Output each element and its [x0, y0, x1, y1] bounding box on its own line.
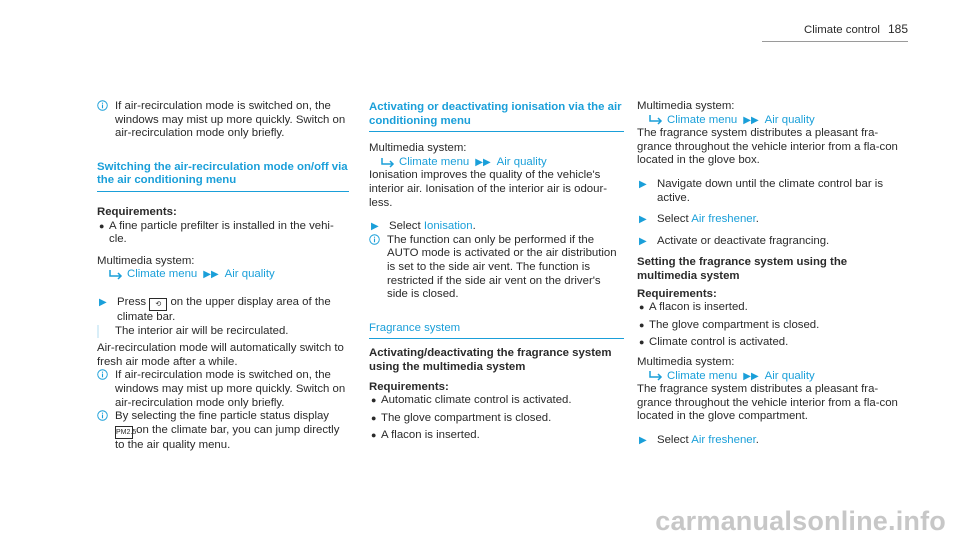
header-divider [762, 41, 908, 42]
ionisation-link[interactable]: Ionisation [423, 220, 473, 233]
instruction-step: ▶ Navigate down until the climate control bar is active. [639, 177, 884, 204]
menu-arrow-icon [109, 270, 123, 280]
path-climate-menu: Climate menu [667, 369, 738, 382]
path-air-quality: Air quality [224, 268, 275, 281]
bullet-icon: ● [639, 302, 645, 313]
requirements-label: Requirements: [637, 287, 717, 300]
list-item: ● Automatic climate control is activated. [371, 394, 572, 407]
air-freshener-link[interactable]: Air freshener [691, 433, 756, 446]
info-icon [97, 410, 115, 425]
subheading: Setting the fragrance system using the multimedia system [637, 256, 848, 282]
bullet-icon: ● [99, 220, 105, 231]
double-chevron-icon: ▶▶ [743, 114, 759, 126]
menu-arrow-icon [381, 158, 395, 168]
step-arrow-icon: ▶ [371, 221, 379, 233]
step-arrow-icon: ▶ [639, 214, 647, 226]
page-number: 185 [887, 22, 908, 36]
note-block [97, 369, 349, 410]
note-block: By selecting the fine particle status display PM2.5 on the climate bar, you can jump directly to the air quality menu. [97, 410, 349, 452]
section-heading: Activating or deactivating ionisation via the air conditioning menu [369, 101, 622, 127]
column-3 [637, 100, 908, 447]
path-air-quality: Air quality [764, 369, 815, 382]
double-chevron-icon: ▶▶ [475, 156, 491, 168]
menu-arrow-icon [649, 371, 663, 381]
column-2 [369, 101, 624, 443]
instruction-step: ▶ Press ⟲ on the upper display area of the climate bar. [99, 295, 331, 323]
list-item: ● A flacon is inserted. [639, 301, 748, 314]
note-block [97, 100, 349, 141]
menu-path [637, 114, 908, 128]
note-text: If air-recirculation mode is switched on, the windows may mist up more quickly. Switch on air-recirculation mode only briefly. [115, 369, 346, 409]
path-climate-menu: Climate menu [127, 268, 198, 281]
bullet-icon: ● [639, 319, 645, 330]
info-icon [369, 234, 387, 249]
instruction-step: ▶ Activate or deactivate fragrancing. [639, 234, 830, 247]
section-title: Climate control [804, 24, 880, 36]
multimedia-label: Multimedia system: [369, 142, 467, 155]
menu-path [369, 156, 624, 170]
car-recirculation-icon: ⟲ [149, 298, 167, 311]
multimedia-label: Multimedia system: [637, 100, 735, 112]
bullet-icon: ● [371, 430, 377, 441]
instruction-step: ▶ Select Ionisation. [371, 220, 476, 233]
menu-path [637, 370, 908, 384]
step-arrow-icon: ▶ [639, 178, 647, 190]
step-arrow-icon: ▶ [639, 434, 647, 446]
multimedia-label: Multimedia system: [97, 254, 195, 267]
paragraph: The fragrance system distributes a pleasant fra-grance throughout the vehicle interior from a fla-con located in the glove compartment. [637, 383, 898, 423]
note-block [369, 234, 624, 302]
page-header [804, 23, 908, 38]
section-heading: Switching the air-recirculation mode on/off via the air conditioning menu [97, 160, 348, 187]
bullet-icon: ● [371, 395, 377, 406]
air-freshener-link[interactable]: Air freshener [691, 213, 756, 226]
menu-arrow-icon [649, 115, 663, 125]
paragraph: Ionisation improves the quality of the vehicle's interior air. Ionisation of the interior air is odour-less. [369, 169, 608, 209]
watermark: carmanualsonline.info [655, 506, 946, 536]
info-icon [97, 369, 115, 384]
requirements-label: Requirements: [369, 380, 449, 393]
instruction-step: ▶ Select Air freshener. [639, 433, 759, 446]
note-text: If air-recirculation mode is switched on, the windows may mist up more quickly. Switch on air-recirculation mode only briefly. [115, 100, 346, 140]
path-climate-menu: Climate menu [399, 155, 470, 168]
paragraph: Air-recirculation mode will automatically switch to fresh air mode after a while. [97, 342, 344, 368]
list-item: ● The glove compartment is closed. [371, 411, 552, 424]
list-item: ● A fine particle prefilter is installed in the vehi-cle. [99, 219, 334, 246]
note-text: The function can only be performed if the AUTO mode is activated or the air distribution is set to the side air vent. The function is restricted if the side air vent on the driver's side is closed. [387, 233, 617, 301]
info-icon [97, 100, 115, 115]
fine-particle-icon: PM2.5 [115, 426, 133, 439]
subheading: Activating/deactivating the fragrance system using the multimedia system [369, 347, 612, 373]
list-item: ● Climate control is activated. [639, 336, 789, 349]
path-air-quality: Air quality [496, 155, 547, 168]
double-chevron-icon: ▶▶ [743, 370, 759, 382]
column-1 [97, 100, 349, 452]
path-air-quality: Air quality [764, 113, 815, 126]
step-arrow-icon: ▶ [99, 296, 107, 308]
bullet-icon: ● [371, 412, 377, 423]
list-item: ● The glove compartment is closed. [639, 318, 820, 331]
list-item: ● A flacon is inserted. [371, 429, 480, 442]
multimedia-label: Multimedia system: [637, 355, 735, 368]
section-heading: Fragrance system [369, 321, 461, 334]
step-arrow-icon: ▶ [639, 235, 647, 247]
requirements-label: Requirements: [97, 205, 177, 218]
instruction-step: ▶ Select Air freshener. [639, 213, 759, 226]
path-climate-menu: Climate menu [667, 113, 738, 126]
double-chevron-icon: ▶▶ [203, 269, 219, 281]
result-text: The interior air will be recirculated. [97, 325, 349, 339]
paragraph: The fragrance system distributes a pleasant fra-grance throughout the vehicle interior from a fla-con located in the glove box. [637, 127, 898, 167]
bullet-icon: ● [639, 337, 645, 348]
menu-path [97, 268, 349, 282]
